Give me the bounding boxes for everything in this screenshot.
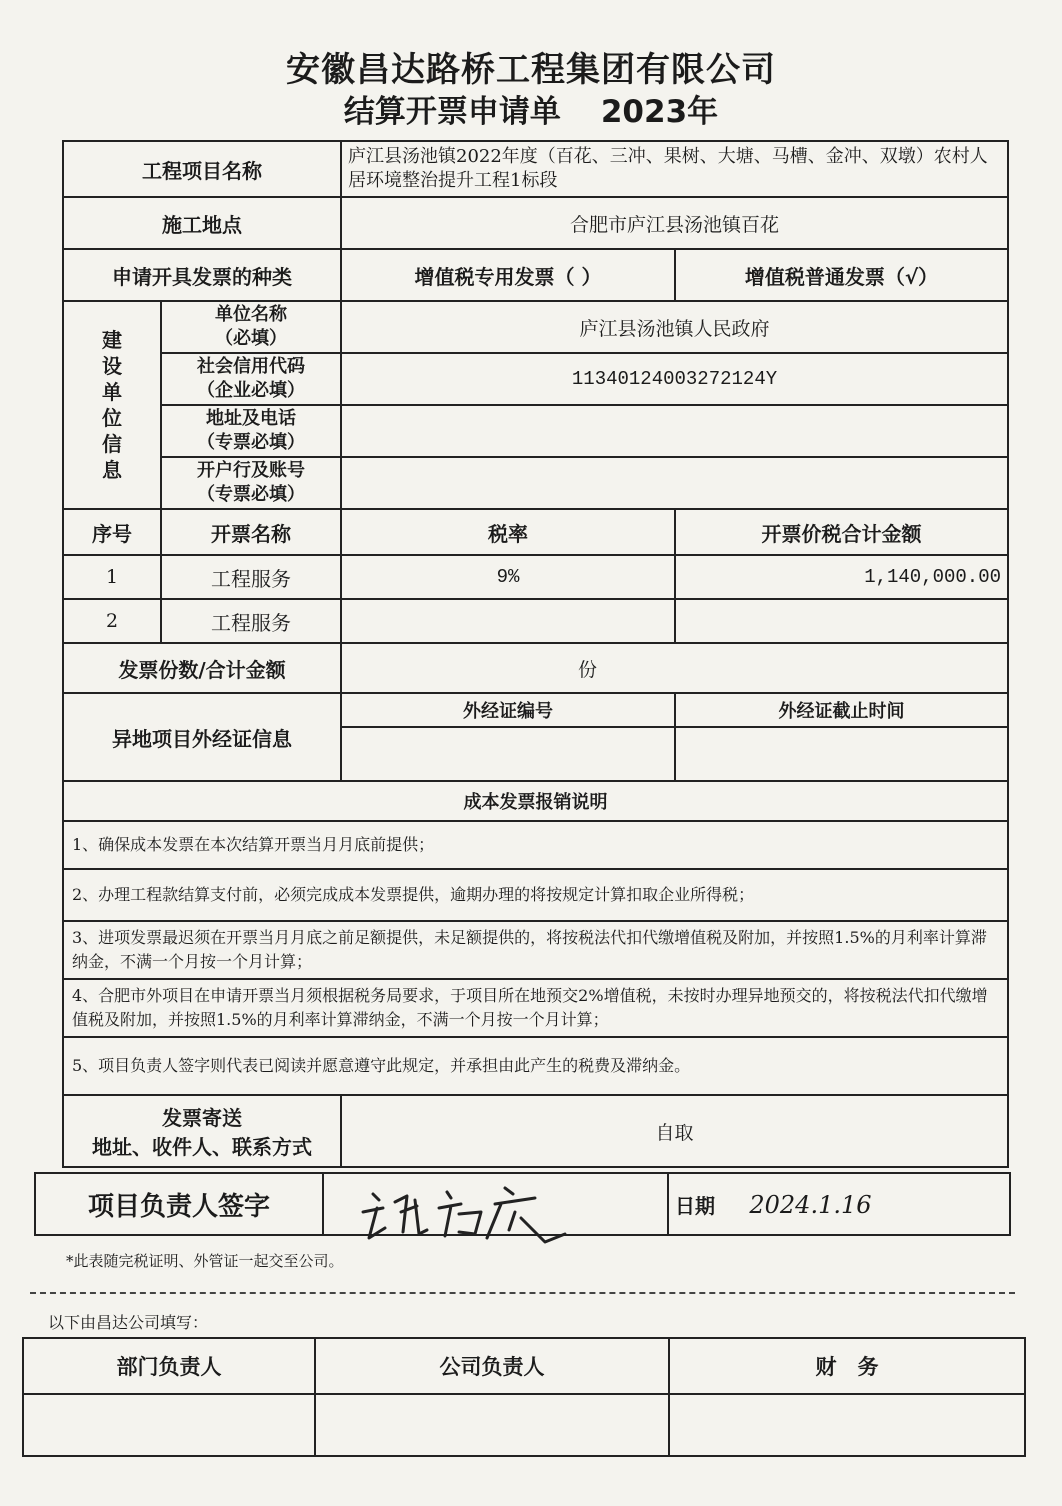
builder-unit-name-value: 庐江县汤池镇人民政府 [341,301,1008,353]
builder-row-label [161,457,341,509]
form-title [0,86,1062,131]
builder-row-name: 社会信用代码 [197,356,305,377]
item-amount[interactable] [675,599,1008,643]
builder-address-value[interactable] [341,405,1008,457]
project-name-value: 庐江县汤池镇2022年度（百花、三冲、果树、大塘、马槽、金冲、双墩）农村人居环境整治提升工程1标段 [341,141,1008,197]
builder-group-text: 建设单位信息 [102,328,122,482]
delivery-label-line1: 发票寄送 [162,1106,242,1130]
items-header-name: 开票名称 [161,509,341,555]
company-fill-label: 以下由昌达公司填写： [48,1313,209,1332]
item-name: 工程服务 [161,599,341,643]
finance-sign[interactable] [669,1394,1025,1456]
builder-row-name: 单位名称 [215,304,287,325]
delivery-label-line2: 地址、收件人、联系方式 [92,1135,312,1159]
items-header-no: 序号 [63,509,161,555]
form-year: 2023年 [600,94,719,130]
application-table [62,140,1009,1168]
date-value: 2024.1.16 [749,1190,872,1219]
builder-row-sub: （企业必填） [197,380,305,401]
remote-permit-no-value[interactable] [341,727,675,781]
builder-row-sub: （专票必填） [197,484,305,505]
cut-line [30,1292,1015,1294]
table-row [63,599,1008,643]
footnote: *此表随完税证明、外管证一起交至公司。 [66,1252,344,1270]
invoice-type-general[interactable]: 增值税普通发票（√） [675,249,1008,301]
remote-permit-deadline-value[interactable] [675,727,1008,781]
company-head-header: 公司负责人 [315,1338,669,1394]
invoice-type-special[interactable]: 增值税专用发票（ ） [341,249,675,301]
totals-label: 发票份数/合计金额 [63,643,341,693]
builder-row-sub: （专票必填） [197,432,305,453]
note-item: 2、办理工程款结算支付前，必须完成成本发票提供，逾期办理的将按规定计算扣取企业所得税； [63,869,1008,921]
builder-row-sub: （必填） [215,328,287,349]
builder-row-label [161,405,341,457]
items-header-amount: 开票价税合计金额 [675,509,1008,555]
signature-label: 项目负责人签字 [35,1173,323,1235]
builder-group-label [63,301,161,509]
company-name: 安徽昌达路桥工程集团有限公司 [286,50,776,90]
date-label: 日期 [675,1193,715,1218]
note-item: 1、确保成本发票在本次结算开票当月月底前提供； [63,821,1008,869]
builder-row-name: 地址及电话 [206,408,296,429]
form-title-text: 结算开票申请单 [343,94,561,130]
dept-head-header: 部门负责人 [23,1338,315,1394]
builder-bank-value[interactable] [341,457,1008,509]
site-label: 施工地点 [63,197,341,249]
builder-row-label [161,353,341,405]
table-row [63,555,1008,599]
remote-label: 异地项目外经证信息 [63,693,341,781]
delivery-value[interactable]: 自取 [341,1095,1008,1167]
notes-title: 成本发票报销说明 [63,781,1008,821]
invoice-type-label: 申请开具发票的种类 [63,249,341,301]
item-no: 1 [63,555,161,599]
builder-credit-code-value: 11340124003272124Y [341,353,1008,405]
remote-permit-no-header: 外经证编号 [341,693,675,727]
company-fill-table [22,1337,1026,1457]
dept-head-sign[interactable] [23,1394,315,1456]
company-head-sign[interactable] [315,1394,669,1456]
note-item: 4、合肥市外项目在申请开票当月须根据税务局要求，于项目所在地预交2%增值税，未按时办理异地预交的，将按税法代扣代缴增值税及附加，并按照1.5%的月利率计算滞纳金，不满一个月按一个月计算； [63,979,1008,1037]
items-header-rate: 税率 [341,509,675,555]
totals-copies-unit[interactable]: 份 [341,643,1008,693]
date-cell[interactable] [668,1173,1010,1235]
handwritten-signature-icon [355,1172,595,1247]
delivery-label [63,1095,341,1167]
item-name: 工程服务 [161,555,341,599]
item-rate[interactable] [341,599,675,643]
builder-row-name: 开户行及账号 [197,460,305,481]
note-item: 5、项目负责人签字则代表已阅读并愿意遵守此规定，并承担由此产生的税费及滞纳金。 [63,1037,1008,1095]
builder-row-label [161,301,341,353]
project-name-label: 工程项目名称 [63,141,341,197]
finance-header: 财 务 [669,1338,1025,1394]
remote-permit-deadline-header: 外经证截止时间 [675,693,1008,727]
site-value: 合肥市庐江县汤池镇百花 [341,197,1008,249]
item-rate: 9% [341,555,675,599]
item-amount: 1,140,000.00 [675,555,1008,599]
note-item: 3、进项发票最迟须在开票当月月底之前足额提供，未足额提供的，将按税法代扣代缴增值税及附加，并按照1.5%的月利率计算滞纳金，不满一个月按一个月计算； [63,921,1008,979]
item-no: 2 [63,599,161,643]
